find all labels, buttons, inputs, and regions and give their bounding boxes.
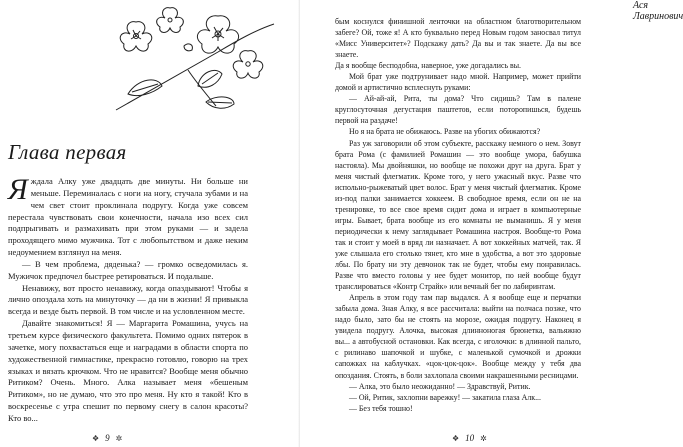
page-number-left: ❖ 9 ✲	[92, 433, 123, 443]
paragraph: — Ай-ай-ай, Рита, ты дома? Что сидишь? Там в палене круглосуточная дегустация паштетов, если поторопишься, будешь первой на раздаче!	[335, 94, 581, 126]
paragraph: Да я вообще бесподобна, наверное, уже догадались вы.	[335, 61, 522, 71]
folio-ornament-icon: ✲	[480, 433, 487, 443]
paragraph: Давайте знакомиться! Я — Маргарита Ромашина, учусь на третьем курсе физического факультета. Помимо одних пятерок в зачетке, могу похвастаться еще и наградами в области спорта по художественной гимнастике, прекрасно готовлю, говорю на трех языках и вязать крючком. Что не нравится? Вообще меня обычно Ритиком? Очень. Много. Алка называет меня «бешеным Ритиком», но не думаю, что это про меня. Ну кто я такой! Кто в воскресенье с утра спешит по первому снегу в салон красоты? Кто во...	[8, 318, 248, 423]
paragraph: — В чем проблема, дяденька? — громко осведомилась я. Мужичок предпочел быстрее ретироваться. И подальше.	[8, 258, 248, 281]
folio-ornament-icon: ✲	[115, 433, 123, 443]
blossom-illustration	[88, 2, 278, 120]
right-page-text	[335, 16, 581, 414]
paragraph: — Без тебя тошно!	[349, 403, 413, 413]
left-page-text	[8, 173, 248, 425]
paragraph: Яждала Алку уже двадцать две минуты. Ни больше ни меньше. Переминалась с ноги на ногу, стучала зубами и на чем свет стоит проклинала подругу. Когда уже совсем перестала чувствовать свои конечности, начала изо всех сил подпрыгивать и размахивать при этом руками — и задела проходящего мимо мужчика. Тот с любопытством и даже неким недоумением взглянул на меня.	[8, 173, 248, 258]
folio-ornament-icon: ❖	[92, 433, 100, 443]
drop-cap: Я	[8, 173, 28, 206]
chapter-title: Глава первая	[8, 140, 127, 164]
paragraph: Раз уж заговорили об этом субъекте, расскажу немного о нем. Зовут брата Рома (с фамилией Ромашин — это вообще умора, бабушка настояла). Мы двойняшки, но вообще не похожи друг на друга. Брат у меня чистый флегматик. Кроме того, у него ужасный вкус. Разве что испольно-рыжеватый цвет волос. Брат у меня чистый флегматик. Кроме из-под палки занимается хоккеем. В свободное время, если он не на тренировке, то все свое время сидит дома и играет в компьютерные игры. Бывает, брата вообще из его комнаты не выманишь. Я у меня периодически к нему заглядывает Ромашина настроя. Вообще-то Рома так и стоит у моей в вряд ли назначает. А вот хоккейных матчей, так. Я уже слышала его столько тянет, кто мне в удобства, а вот это здоровые лбы. По брату ни эту девчонок так не будет, чтобы ему понравилась. Разве что вместо головы у нее будет монитор, по ней вообще будут транслироваться «Контр Страйк» или вечный бег по лабиринтам.	[335, 138, 581, 292]
paragraph: — Ой, Ритик, захлопни варежку! — закатила глаза Алк...	[349, 392, 542, 402]
folio-ornament-icon: ❖	[452, 433, 460, 443]
paragraph: Мой брат уже подтрунивает надо мной. Например, может прийти домой и артистично всплеснуть руками:	[335, 72, 581, 93]
page-number-right: ❖ 10 ✲	[452, 433, 487, 443]
paragraph: Но я на брата не обижаюсь. Разве на убогих обижаются?	[349, 127, 541, 137]
paragraph: — Алка, это было неожиданно! — Здравствуй, Ритик.	[349, 381, 531, 391]
paragraph: Апрель в этом году там пар выдался. А я вообще еще и перчатки забыла дома. Зная Алку, я все рассчитала: выйти на полчаса позже, что надо было, зато бы не стоять на морозе, ожидая подругу. Наконец я увидела подругу. Алочка, высокая длинноногая брюнетка, вальяжно вы... а автобусной остановки. Как всегда, с иголочки: в длинной пальто, с рилинаво шапочкой и шубке, с маленькой сумочкой и дрожки сапожках на каблучках. «цок-цок-цок». Вообще между у тебя два опоздания. Стоять, в боли захлопала своими накрашенными ресницами.	[335, 293, 581, 380]
left-page	[0, 0, 300, 447]
running-head-author: Ася Лавринович	[633, 0, 683, 22]
paragraph: Ненавижу, вот просто ненавижу, когда опаздывают! Чтобы я лично опоздала хоть на минуточку — да ни в жизни! Я привыкла всегда и везде быть первой. В том числе и на условленном месте.	[8, 282, 248, 317]
paragraph: бым коснулся финишной ленточки на областном благотворительном забеге? Ой, тоже я! А кто буквально перед Новым годом заносвал титул «Мисс Университет»? Подскажу дать? Да вы и так знаете. Да вы все знаете.	[335, 17, 581, 60]
